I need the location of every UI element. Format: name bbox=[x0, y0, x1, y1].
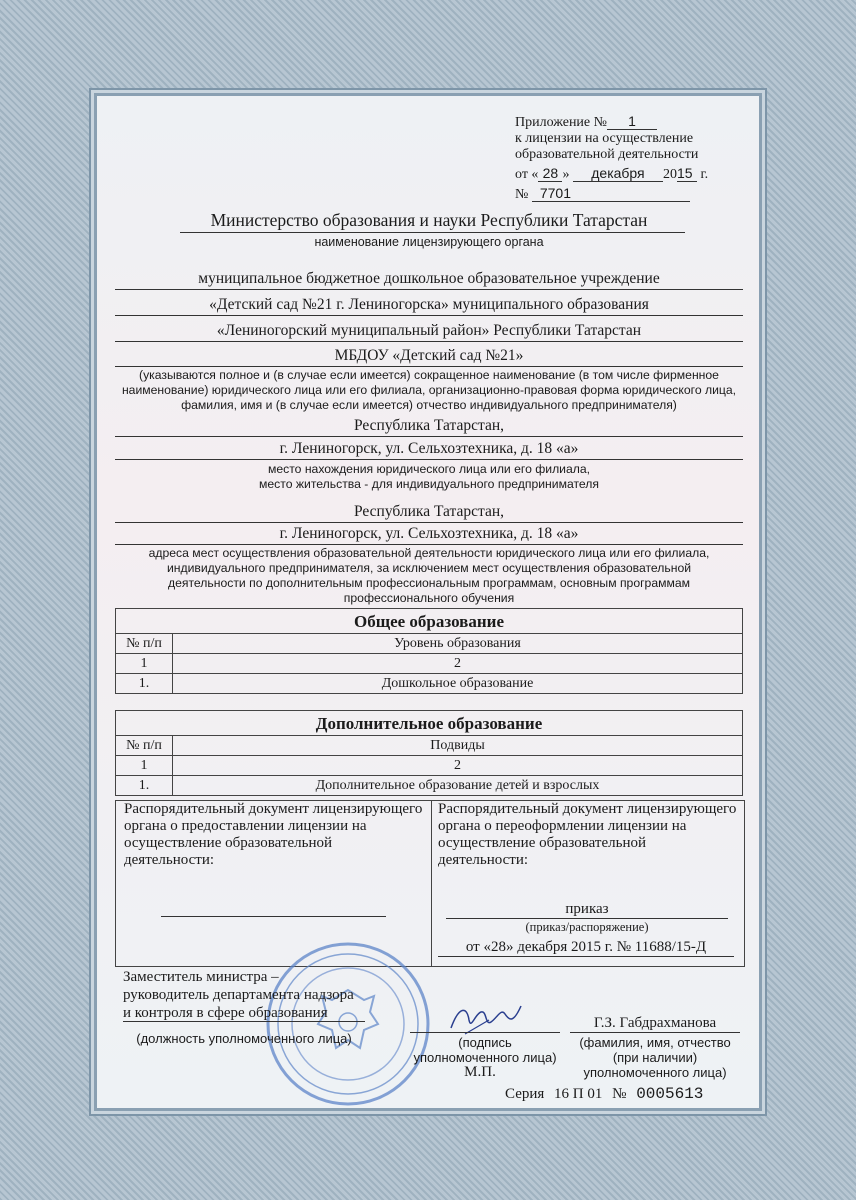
sign-caption-1: (подпись bbox=[458, 1035, 512, 1050]
signatory-position bbox=[123, 968, 354, 1022]
address-line-2: г. Лениногорск, ул. Сельхозтехника, д. 18 «а» bbox=[115, 524, 743, 545]
series-label: Серия bbox=[505, 1086, 545, 1102]
series-block bbox=[505, 1085, 703, 1103]
org-line-4: МБДОУ «Детский сад №21» bbox=[115, 345, 743, 367]
general-row-value: Дошкольное образование bbox=[173, 674, 743, 694]
general-col-level: Уровень образования bbox=[173, 634, 743, 654]
date-month: декабря bbox=[573, 165, 663, 182]
additional-education-table bbox=[115, 710, 743, 796]
sign-caption-2: уполномоченного лица) bbox=[413, 1050, 557, 1065]
series-code: 16 П 01 bbox=[554, 1086, 603, 1102]
order-type: приказ bbox=[446, 901, 728, 919]
order-date: от «28» декабря 2015 г. № 11688/15-Д bbox=[438, 939, 734, 957]
license-number: 7701 bbox=[532, 185, 690, 202]
location-line-1: Республика Татарстан, bbox=[115, 416, 743, 437]
additional-idx-2: 2 bbox=[173, 756, 743, 776]
general-education-table bbox=[115, 608, 743, 694]
appendix-activity: образовательной деятельности bbox=[515, 147, 699, 162]
position-line-3: и контроля в сфере образования bbox=[123, 1005, 328, 1021]
signature-underline bbox=[410, 1032, 560, 1033]
name-caption-3: уполномоченного лица) bbox=[583, 1065, 727, 1080]
series-number: 0005613 bbox=[636, 1085, 704, 1103]
org-line-3: «Лениногорский муниципальный район» Республики Татарстан bbox=[115, 320, 743, 342]
authority-caption: наименование лицензирующего органа bbox=[314, 235, 544, 249]
address-line-1: Республика Татарстан, bbox=[115, 502, 743, 523]
general-title: Общее образование bbox=[116, 609, 743, 634]
name-caption-1: (фамилия, имя, отчество bbox=[579, 1035, 731, 1050]
name-caption-2: (при наличии) bbox=[612, 1050, 698, 1065]
handwritten-signature bbox=[445, 1000, 525, 1040]
appendix-number: 1 bbox=[607, 113, 657, 130]
additional-row-value: Дополнительное образование детей и взрослых bbox=[173, 776, 743, 796]
location-caption-1: место нахождения юридического лица или его филиала, bbox=[267, 462, 591, 476]
appendix-label: Приложение № bbox=[515, 115, 607, 130]
date-year-prefix: 20 bbox=[662, 167, 677, 182]
date-mid: » bbox=[562, 167, 570, 182]
grant-document-blank bbox=[161, 916, 386, 917]
official-seal-stamp bbox=[262, 940, 434, 1108]
general-row-num: 1. bbox=[116, 674, 173, 694]
date-day: 28 bbox=[538, 165, 562, 182]
general-col-num: № п/п bbox=[116, 634, 173, 654]
signatory-name: Г.З. Габдрахманова bbox=[570, 1015, 740, 1033]
authority-underline bbox=[180, 232, 685, 233]
additional-idx-1: 1 bbox=[116, 756, 173, 776]
location-caption-2: место жительства - для индивидуального предпринимателя bbox=[259, 477, 599, 491]
additional-col-num: № п/п bbox=[116, 736, 173, 756]
position-underline bbox=[123, 1021, 365, 1022]
reissue-document-text: Распорядительный документ лицензирующего органа о переоформлении лицензии на осуществление образовательной деятельности: bbox=[438, 801, 737, 868]
general-idx-1: 1 bbox=[116, 654, 173, 674]
date-year-suffix: г. bbox=[700, 167, 709, 182]
position-caption: (должность уполномоченного лица) bbox=[136, 1031, 352, 1046]
authority-name: Министерство образования и науки Республики Татарстан bbox=[210, 210, 648, 230]
series-number-label: № bbox=[612, 1086, 627, 1102]
date-year: 15 bbox=[677, 165, 697, 182]
address-caption: адреса мест осуществления образовательной деятельности юридического лица или его филиала, индивидуального предпринимателя, за исключением мест осуществления образовательной деятельности по дополнительным профессиональным программам, основным программам профессионального обучения bbox=[148, 546, 710, 605]
position-line-2: руководитель департамента надзора bbox=[123, 987, 354, 1003]
additional-title: Дополнительное образование bbox=[116, 711, 743, 736]
date-prefix: от « bbox=[515, 167, 539, 182]
license-number-label: № bbox=[515, 187, 529, 202]
org-line-1: муниципальное бюджетное дошкольное образовательное учреждение bbox=[115, 268, 743, 290]
appendix-block bbox=[515, 113, 708, 203]
org-line-2: «Детский сад №21 г. Лениногорска» муниципального образования bbox=[115, 294, 743, 316]
org-caption: (указываются полное и (в случае если имеется) сокращенное наименование (в том числе фирменное наименование) юридического лица или его филиала, организационно-правовая форма юридического лица, фамилия, имя и (в случае если имеется) отчество индивидуального предпринимателя) bbox=[121, 368, 737, 412]
general-idx-2: 2 bbox=[173, 654, 743, 674]
location-line-2: г. Лениногорск, ул. Сельхозтехника, д. 18 «а» bbox=[115, 439, 743, 460]
position-line-1: Заместитель министра – bbox=[123, 969, 279, 985]
appendix-to-license: к лицензии на осуществление bbox=[515, 131, 694, 146]
grant-document-text: Распорядительный документ лицензирующего органа о предоставлении лицензии на осуществление образовательной деятельности: bbox=[124, 801, 423, 868]
additional-col-subtype: Подвиды bbox=[173, 736, 743, 756]
stamp-place: М.П. bbox=[464, 1064, 496, 1080]
order-type-caption: (приказ/распоряжение) bbox=[525, 920, 649, 934]
additional-row-num: 1. bbox=[116, 776, 173, 796]
